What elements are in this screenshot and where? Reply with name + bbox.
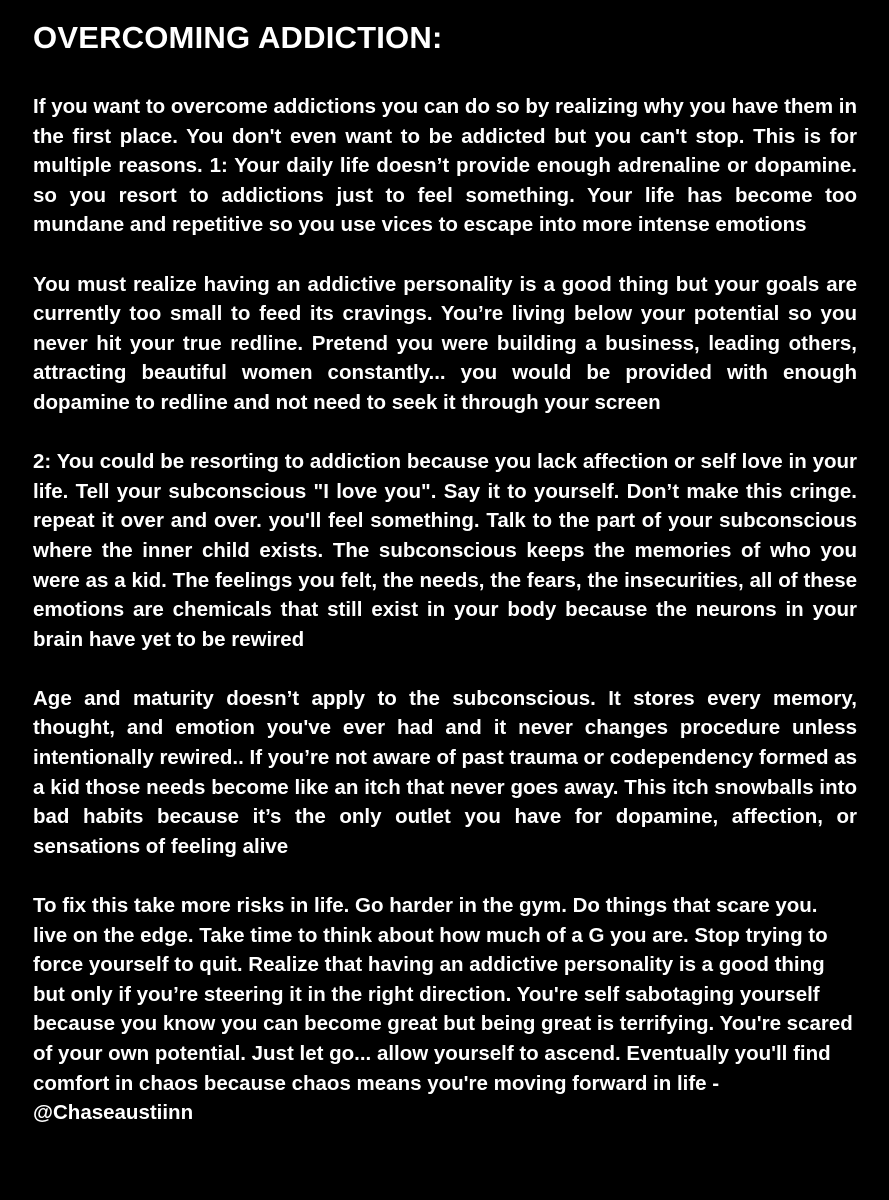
paragraph-solution: To fix this take more risks in life. Go harder in the gym. Do things that scare you. live on the edge. Take time to think about how much of a G you are. Stop trying to force yourself to quit. Realize that having an addictive personality is a good thing but only if you’re steering it in the right direction. You're self sabotaging yourself because you know you can become great but being great is terrifying. You're scared of your own potential. Just let go... allow yourself to ascend. Eventually you'll find comfort in chaos because chaos means you're moving forward in life - @Chaseaustiinn [33,894,853,1125]
document-title: OVERCOMING ADDICTION: [33,20,443,55]
paragraph-subconscious: Age and maturity doesn’t apply to the subconscious. It stores every memory, thought, and emotion you've ever had and it never changes procedure unless intentionally rewired.. If you’re not aware of past trauma or codependency formed as a kid those needs become like an itch that never goes away. This itch snowballs into bad habits because it’s the only outlet you have for dopamine, affection, or sensations of feeling alive [33,686,857,858]
paragraph-intro: If you want to overcome addictions you can do so by realizing why you have them in the first place. You don't even want to be addicted but you can't stop. This is for multiple reasons. 1: Your daily life doesn’t provide enough adrenaline or dopamine. so you resort to addictions just to feel something. Your life has become too mundane and repetitive so you use vices to escape into more intense emotions [33,95,857,237]
paragraph-addictive-personality: You must realize having an addictive personality is a good thing but your goals are currently too small to feed its cravings. You’re living below your potential so you never hit your true redline. Pretend you were building a business, leading others, attracting beautiful women constantly... you would be provided with enough dopamine to redline and not need to seek it through your screen [33,272,857,414]
document [33,18,857,1128]
paragraph-affection: 2: You could be resorting to addiction because you lack affection or self love in your life. Tell your subconscious "I love you". Say it to yourself. Don’t make this cringe. repeat it over and over. you'll feel something. Talk to the part of your subconscious where the inner child exists. The subconscious keeps the memories of who you were as a kid. The feelings you felt, the needs, the fears, the insecurities, all of these emotions are chemicals that still exist in your body because the neurons in your brain have yet to be rewired [33,450,857,651]
